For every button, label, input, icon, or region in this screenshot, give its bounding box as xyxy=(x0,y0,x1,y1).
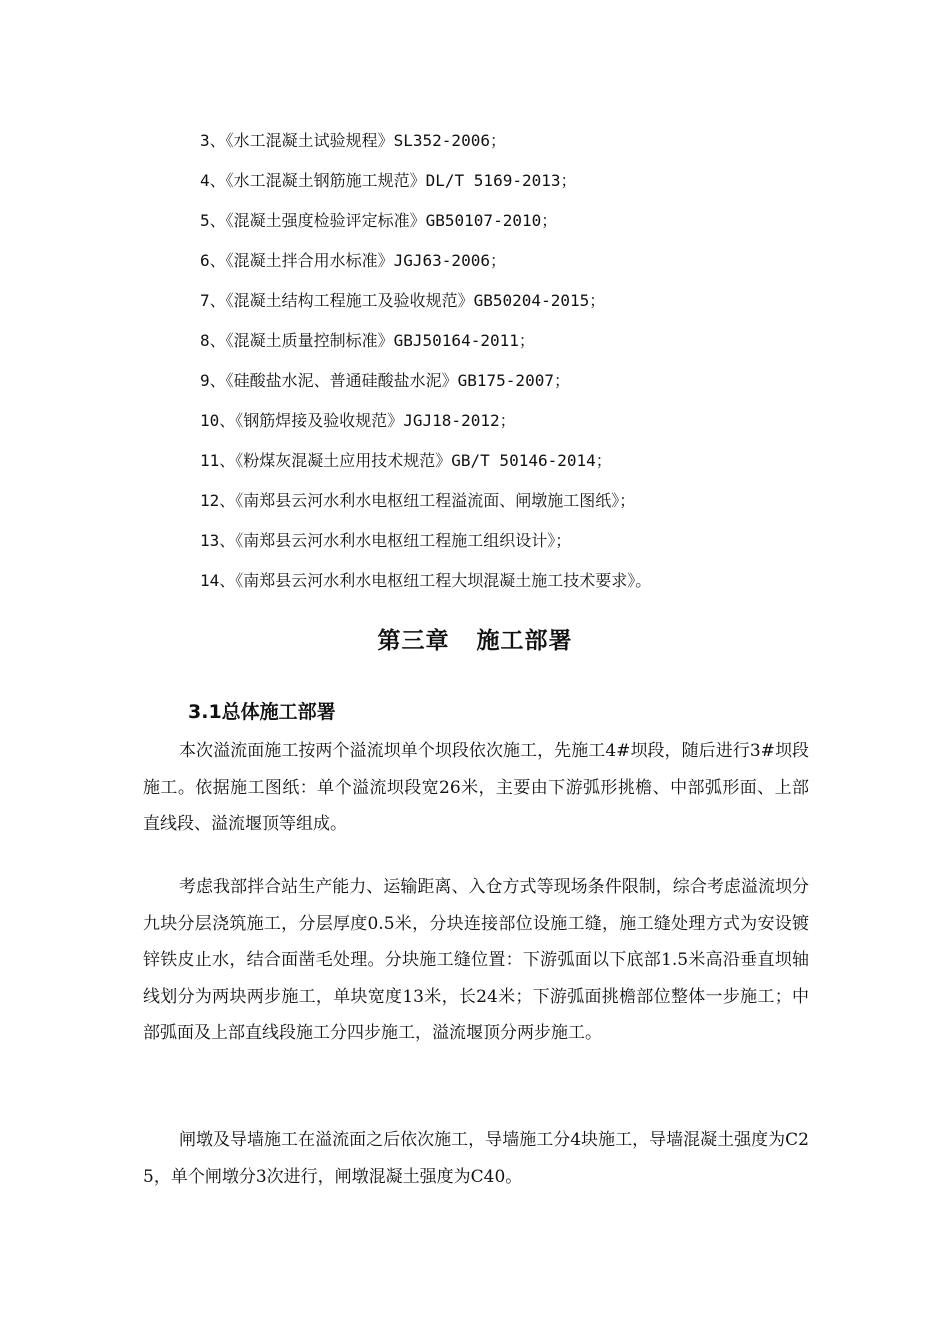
reference-item: 10、《钢筋焊接及验收规范》JGJ18-2012； xyxy=(200,411,516,430)
reference-item: 11、《粉煤灰混凝土应用技术规范》GB/T 50146-2014； xyxy=(200,451,612,470)
chapter-title: 第三章 施工部署 xyxy=(377,628,573,654)
reference-item: 14、《南郑县云河水利水电枢纽工程大坝混凝土施工技术要求》。 xyxy=(200,571,652,590)
reference-item: 6、《混凝土拌合用水标准》JGJ63-2006； xyxy=(200,251,506,270)
reference-item: 8、《混凝土质量控制标准》GBJ50164-2011； xyxy=(200,331,535,350)
reference-item: 12、《南郑县云河水利水电枢纽工程溢流面、闸墩施工图纸》； xyxy=(200,491,636,510)
reference-item: 5、《混凝土强度检验评定标准》GB50107-2010； xyxy=(200,211,558,230)
section-title: 3.1总体施工部署 xyxy=(188,701,336,723)
body-paragraph: 本次溢流面施工按两个溢流坝单个坝段依次施工，先施工4#坝段，随后进行3#坝段施工。依据施工图纸：单个溢流坝段宽26米，主要由下游弧形挑檐、中部弧形面、上部直线段、溢流堰顶等组成。 xyxy=(143,741,809,834)
body-paragraph: 考虑我部拌合站生产能力、运输距离、入仓方式等现场条件限制，综合考虑溢流坝分九块分层浇筑施工，分层厚度0.5米，分块连接部位设施工缝，施工缝处理方式为安设镀锌铁皮止水，结合面凿毛处理。分块施工缝位置：下游弧面以下底部1.5米高沿垂直坝轴线划分为两块两步施工，单块宽度13米，长24米；下游弧面挑檐部位整体一步施工；中部弧面及上部直线段施工分四步施工，溢流堰顶分两步施工。 xyxy=(143,877,809,1043)
reference-item: 4、《水工混凝土钢筋施工规范》DL/T 5169-2013； xyxy=(200,171,577,190)
reference-item: 3、《水工混凝土试验规程》SL352-2006； xyxy=(200,131,506,150)
body-paragraph: 闸墩及导墙施工在溢流面之后依次施工，导墙施工分4块施工，导墙混凝土强度为C25，单个闸墩分3次进行，闸墩混凝土强度为C40。 xyxy=(143,1130,809,1187)
reference-item: 9、《硅酸盐水泥、普通硅酸盐水泥》GB175-2007； xyxy=(200,371,570,390)
reference-item: 13、《南郑县云河水利水电枢纽工程施工组织设计》； xyxy=(200,531,572,550)
reference-item: 7、《混凝土结构工程施工及验收规范》GB50204-2015； xyxy=(200,291,606,310)
